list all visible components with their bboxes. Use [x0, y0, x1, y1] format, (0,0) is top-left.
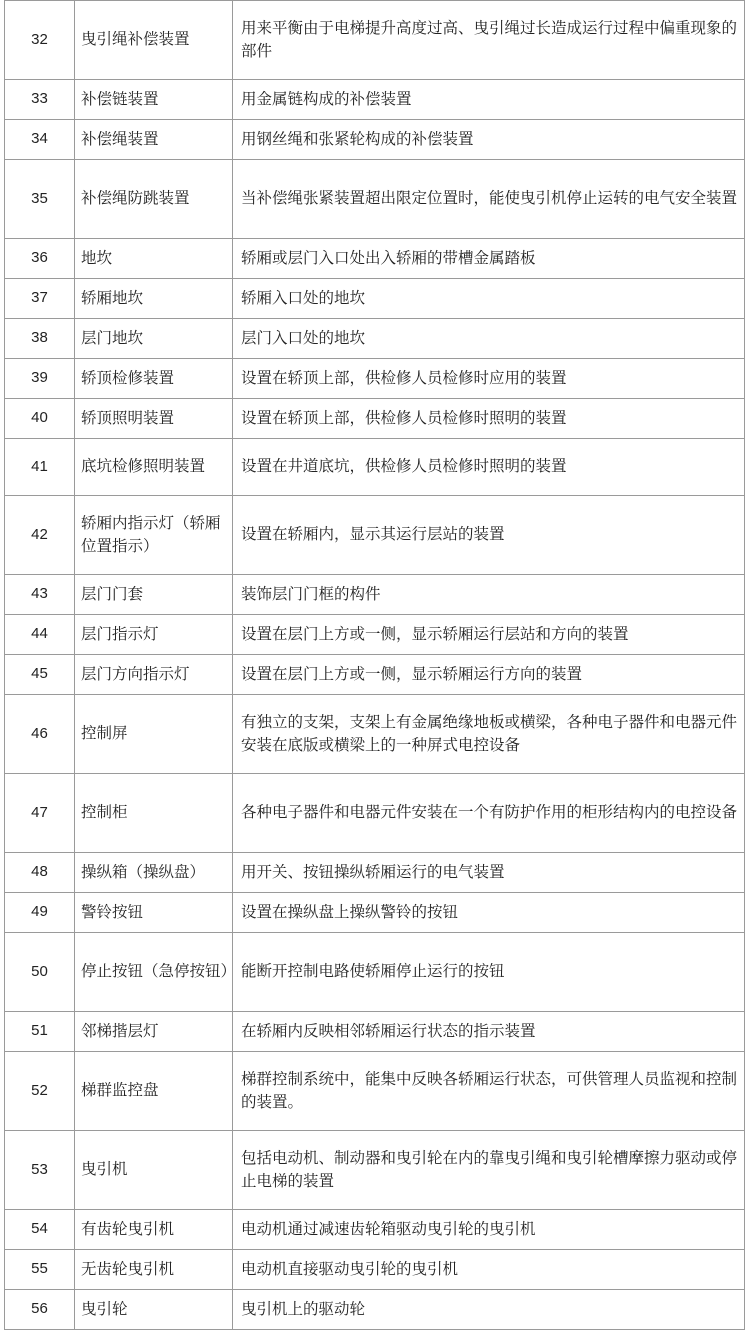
term-cell: 曳引轮 — [75, 1290, 233, 1330]
table-row — [5, 1052, 745, 1131]
row-number: 39 — [5, 359, 75, 399]
table-row — [5, 239, 745, 279]
definition-cell: 设置在轿厢内，显示其运行层站的装置 — [233, 496, 745, 575]
term-cell: 有齿轮曳引机 — [75, 1210, 233, 1250]
table-row — [5, 853, 745, 893]
term-cell: 曳引机 — [75, 1131, 233, 1210]
table-row — [5, 319, 745, 359]
row-number: 37 — [5, 279, 75, 319]
table-row — [5, 1210, 745, 1250]
term-cell: 补偿绳装置 — [75, 120, 233, 160]
term-cell: 补偿绳防跳装置 — [75, 160, 233, 239]
term-cell: 无齿轮曳引机 — [75, 1250, 233, 1290]
table-row — [5, 279, 745, 319]
term-cell: 邻梯揩层灯 — [75, 1012, 233, 1052]
table-row — [5, 1131, 745, 1210]
row-number: 33 — [5, 80, 75, 120]
definition-cell: 设置在层门上方或一侧，显示轿厢运行方向的装置 — [233, 655, 745, 695]
table-row — [5, 160, 745, 239]
table-row — [5, 893, 745, 933]
row-number: 36 — [5, 239, 75, 279]
row-number: 54 — [5, 1210, 75, 1250]
definition-cell: 曳引机上的驱动轮 — [233, 1290, 745, 1330]
definition-cell: 设置在轿顶上部，供检修人员检修时照明的装置 — [233, 399, 745, 439]
table-row — [5, 439, 745, 496]
term-cell: 控制屏 — [75, 695, 233, 774]
glossary-table — [4, 0, 745, 1330]
term-cell: 曳引绳补偿装置 — [75, 1, 233, 80]
row-number: 40 — [5, 399, 75, 439]
row-number: 53 — [5, 1131, 75, 1210]
row-number: 48 — [5, 853, 75, 893]
term-cell: 轿顶检修装置 — [75, 359, 233, 399]
row-number: 49 — [5, 893, 75, 933]
table-row — [5, 655, 745, 695]
row-number: 47 — [5, 774, 75, 853]
definition-cell: 电动机通过减速齿轮箱驱动曳引轮的曳引机 — [233, 1210, 745, 1250]
row-number: 35 — [5, 160, 75, 239]
row-number: 45 — [5, 655, 75, 695]
term-cell: 警铃按钮 — [75, 893, 233, 933]
term-cell: 层门门套 — [75, 575, 233, 615]
row-number: 32 — [5, 1, 75, 80]
definition-cell: 能断开控制电路使轿厢停止运行的按钮 — [233, 933, 745, 1012]
row-number: 41 — [5, 439, 75, 496]
term-cell: 层门方向指示灯 — [75, 655, 233, 695]
term-cell: 层门指示灯 — [75, 615, 233, 655]
row-number: 44 — [5, 615, 75, 655]
row-number: 56 — [5, 1290, 75, 1330]
definition-cell: 设置在轿顶上部，供检修人员检修时应用的装置 — [233, 359, 745, 399]
definition-cell: 各种电子器件和电器元件安装在一个有防护作用的柜形结构内的电控设备 — [233, 774, 745, 853]
definition-cell: 装饰层门门框的构件 — [233, 575, 745, 615]
definition-cell: 设置在井道底坑，供检修人员检修时照明的装置 — [233, 439, 745, 496]
definition-cell: 用来平衡由于电梯提升高度过高、曳引绳过长造成运行过程中偏重现象的部件 — [233, 1, 745, 80]
row-number: 46 — [5, 695, 75, 774]
row-number: 52 — [5, 1052, 75, 1131]
table-row — [5, 1012, 745, 1052]
row-number: 55 — [5, 1250, 75, 1290]
row-number: 50 — [5, 933, 75, 1012]
table-row — [5, 120, 745, 160]
glossary-rows — [5, 1, 745, 1330]
definition-cell: 当补偿绳张紧装置超出限定位置时，能使曳引机停止运转的电气安全装置 — [233, 160, 745, 239]
definition-cell: 用金属链构成的补偿装置 — [233, 80, 745, 120]
table-row — [5, 1, 745, 80]
row-number: 51 — [5, 1012, 75, 1052]
definition-cell: 设置在操纵盘上操纵警铃的按钮 — [233, 893, 745, 933]
table-row — [5, 496, 745, 575]
table-row — [5, 774, 745, 853]
term-cell: 轿顶照明装置 — [75, 399, 233, 439]
term-cell: 底坑检修照明装置 — [75, 439, 233, 496]
table-row — [5, 399, 745, 439]
table-row — [5, 695, 745, 774]
definition-cell: 电动机直接驱动曳引轮的曳引机 — [233, 1250, 745, 1290]
term-cell: 补偿链装置 — [75, 80, 233, 120]
table-row — [5, 359, 745, 399]
row-number: 43 — [5, 575, 75, 615]
definition-cell: 在轿厢内反映相邻轿厢运行状态的指示装置 — [233, 1012, 745, 1052]
term-cell: 控制柜 — [75, 774, 233, 853]
definition-cell: 包括电动机、制动器和曳引轮在内的靠曳引绳和曳引轮槽摩擦力驱动或停止电梯的装置 — [233, 1131, 745, 1210]
table-row — [5, 80, 745, 120]
definition-cell: 设置在层门上方或一侧，显示轿厢运行层站和方向的装置 — [233, 615, 745, 655]
definition-cell: 用开关、按钮操纵轿厢运行的电气装置 — [233, 853, 745, 893]
definition-cell: 轿厢或层门入口处出入轿厢的带槽金属踏板 — [233, 239, 745, 279]
term-cell: 轿厢内指示灯（轿厢位置指示） — [75, 496, 233, 575]
table-row — [5, 615, 745, 655]
row-number: 42 — [5, 496, 75, 575]
table-row — [5, 933, 745, 1012]
definition-cell: 用钢丝绳和张紧轮构成的补偿装置 — [233, 120, 745, 160]
row-number: 34 — [5, 120, 75, 160]
row-number: 38 — [5, 319, 75, 359]
term-cell: 梯群监控盘 — [75, 1052, 233, 1131]
table-row — [5, 1250, 745, 1290]
table-row — [5, 1290, 745, 1330]
term-cell: 层门地坎 — [75, 319, 233, 359]
definition-cell: 有独立的支架，支架上有金属绝缘地板或横梁，各种电子器件和电器元件安装在底版或横梁上的一种屏式电控设备 — [233, 695, 745, 774]
definition-cell: 轿厢入口处的地坎 — [233, 279, 745, 319]
term-cell: 停止按钮（急停按钮） — [75, 933, 233, 1012]
term-cell: 轿厢地坎 — [75, 279, 233, 319]
definition-cell: 梯群控制系统中，能集中反映各轿厢运行状态，可供管理人员监视和控制的装置。 — [233, 1052, 745, 1131]
table-row — [5, 575, 745, 615]
term-cell: 地坎 — [75, 239, 233, 279]
definition-cell: 层门入口处的地坎 — [233, 319, 745, 359]
term-cell: 操纵箱（操纵盘） — [75, 853, 233, 893]
